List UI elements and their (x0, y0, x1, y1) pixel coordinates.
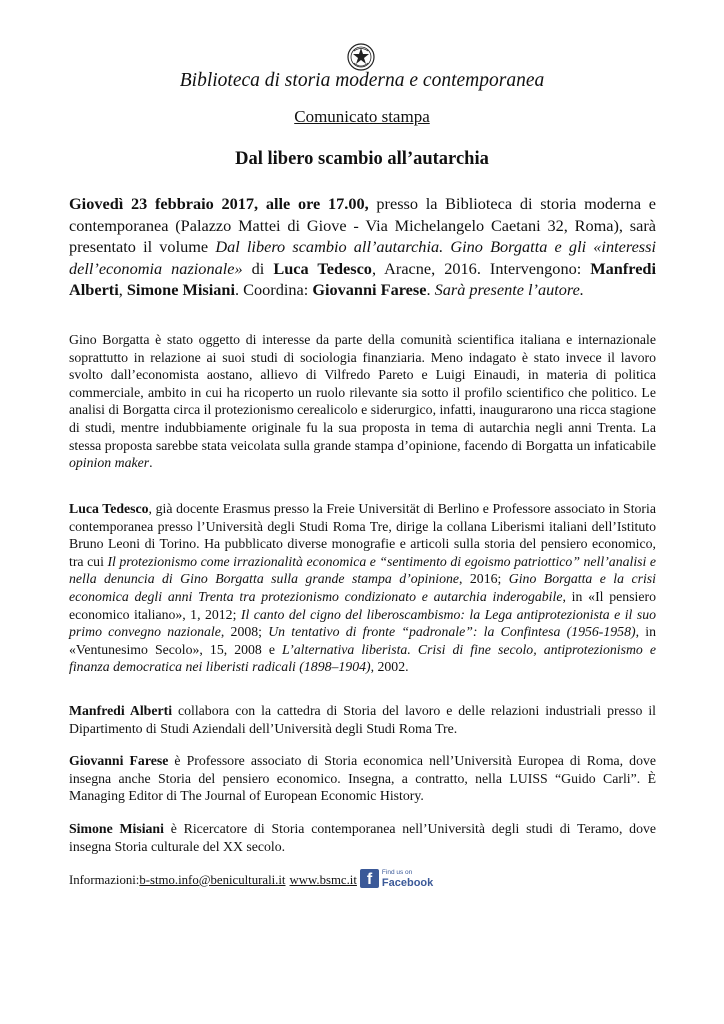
bio-text: , in «Il pensiero economico italiano», 1, 2012; (69, 588, 656, 622)
speaker-name: Simone Misiani (126, 280, 235, 299)
facebook-find-us: Find us on (381, 869, 413, 876)
event-date: Giovedì 23 febbraio 2017, alle ore 17.00, (69, 194, 369, 213)
lead-text: . (426, 280, 435, 299)
lead-text: , Aracne, 2016. Intervengono: (371, 258, 591, 278)
facebook-icon: f (360, 869, 379, 888)
bio-name: Giovanni Farese (69, 753, 169, 768)
lead-text: , (118, 280, 127, 299)
bio-alberti (69, 702, 656, 737)
press-release-label: Comunicato stampa (294, 107, 430, 126)
bio-text: è Professore associato di Storia economica nell’Università Europea di Roma, dove insegna anche Storia del pensiero economico. Insegna, a contratto, nella LUISS “Guido Carli”. È Managing Editor di The Journal of European Economic History. (69, 753, 656, 804)
bio-text: , 2002. (370, 659, 409, 675)
facebook-label: Facebook (381, 877, 434, 889)
bio-farese (69, 752, 656, 805)
publication-title: Il protezionismo come irrazionalità economica e “sentimento di egoismo patriottico” nell’analisi e nella denuncia di Gino Borgatta sulla grande stampa d’opinione (69, 553, 656, 587)
bio-name: Manfredi Alberti (69, 703, 173, 718)
paragraph-text: Gino Borgatta è stato oggetto di interesse da parte della comunità scientifica italiana e internazionale soprattutto in relazione ai suoi studi di sociologia finanziaria. Meno indagato è stato invece il lavoro svolto dall’economista aostano, allievo di Vilfredo Pareto e Luigi Einaudi, in materia di politica commerciale, ambito in cui ha ricoperto un ruolo rilevante sia sotto il profilo scientifico che politico. Le analisi di Borgatta circa il protezionismo cerealicolo e siderurgico, infatti, inaugurarono una ricca stagione di studi, mentre indubbiamente originale fu la sua proposta in tema di autarchia negli anni Trenta. La stessa proposta sarebbe stata veicolata sulla grande stampa d’opinione, facendo di Borgatta un infaticabile (69, 332, 656, 453)
author-presence-note: Sarà presente l’autore. (434, 280, 584, 299)
bio-misiani (69, 820, 656, 855)
bio-text: collabora con la cattedra di Storia del lavoro e delle relazioni industriali presso il Dipartimento di Studi Aziendali dell’Università degli Studi Roma Tre. (69, 703, 656, 736)
bio-text: è Ricercatore di Storia contemporanea nell’Università degli studi di Teramo, dove insegna Storia culturale del XX secolo. (69, 821, 656, 854)
bio-text: , in «Ventunesimo Secolo», 15, 2008 e (69, 624, 656, 657)
publication-title: Un tentativo di fronte “padronale”: la Confintesa (1956-1958) (268, 624, 636, 640)
speaker-name: Manfredi Alberti (69, 258, 657, 299)
contact-info (69, 870, 433, 890)
lead-paragraph (69, 193, 656, 301)
institution-name: Biblioteca di storia moderna e contemporanea (179, 70, 545, 91)
bio-name: Simone Misiani (69, 821, 164, 836)
info-label: Informazioni: (69, 872, 140, 887)
coordinator-name: Giovanni Farese (312, 280, 427, 299)
paragraph-text: . (149, 455, 153, 471)
bio-text: , già docente Erasmus presso la Freie Universität di Berlino e Professore associato in Storia contemporanea presso l’Università degli Studi Roma Tre, dirige la collana Liberismi italiani dell’Istituto Bruno Leoni di Torino. Ha pubblicato diverse monografie e articoli sulla storia del pensiero economico, tra cui (69, 501, 656, 569)
bio-tedesco (69, 500, 656, 676)
paragraph-italic: opinion maker (69, 455, 150, 471)
lead-text: . Coordina: (234, 280, 313, 299)
bio-text: , 2008; (220, 624, 269, 640)
facebook-badge[interactable] (360, 868, 433, 888)
publication-title: Il canto del cigno del liberoscambismo: la Lega antiprotezionista e il suo primo convegno nazionale (69, 606, 657, 640)
lead-text: presso la Biblioteca di storia moderna e contemporanea (Palazzo Mattei di Giove - Via Michelangelo Caetani 32, Roma), sarà presentato il volume (69, 194, 656, 256)
lead-text: di (242, 258, 274, 278)
email-link[interactable]: b-stmo.info@beniculturali.it (139, 872, 286, 887)
book-description-paragraph (69, 331, 656, 472)
book-title: Dal libero scambio all’autarchia. Gino Borgatta e gli «interessi dell’economia nazionale» (69, 237, 657, 278)
publication-title: Gino Borgatta e la crisi economica degli anni Trenta tra protezionismo condizionato e autarchia inderogabile (69, 571, 656, 604)
bio-text: , 2016; (459, 571, 509, 587)
document-title: Dal libero scambio all’autarchia (235, 149, 489, 169)
bio-name: Luca Tedesco (69, 501, 149, 516)
author-name: Luca Tedesco (273, 258, 372, 278)
publication-title: L’alternativa liberista. Crisi di fine secolo, antiprotezionismo e finanza democratica nei liberisti radicali (1898–1904) (69, 641, 656, 675)
website-link[interactable]: www.bsmc.it (289, 872, 357, 887)
italian-republic-emblem-icon (346, 42, 376, 72)
